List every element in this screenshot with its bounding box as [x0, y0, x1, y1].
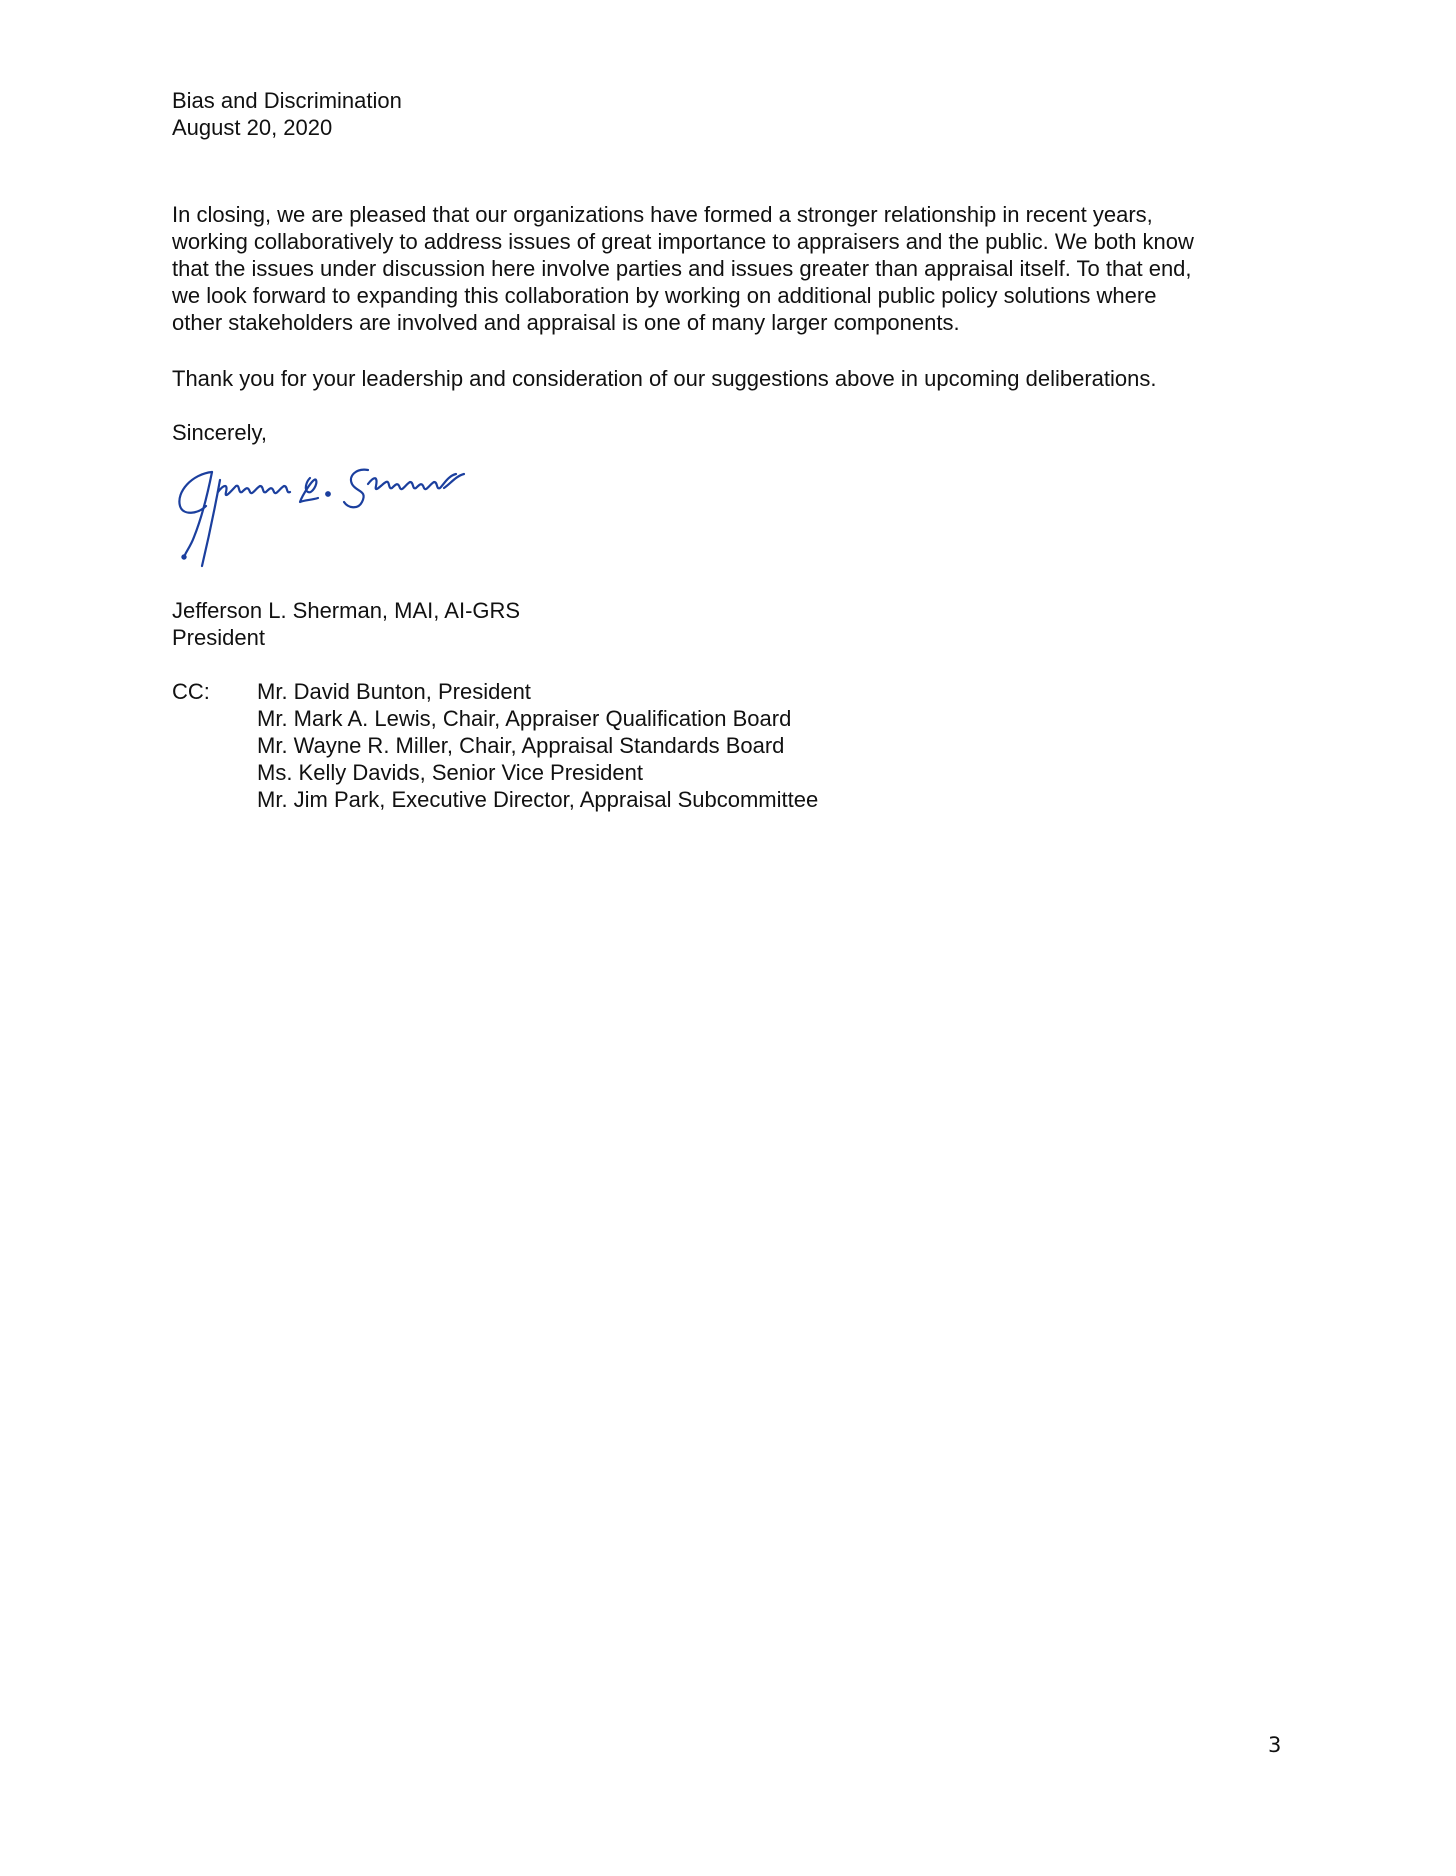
thanks-paragraph: Thank you for your leadership and consideration of our suggestions above in upcoming deliberations. [172, 366, 1157, 391]
signer-title: President [172, 625, 265, 650]
cc-recipient: Mr. Wayne R. Miller, Chair, Appraisal Standards Board [257, 733, 785, 758]
page-number: 3 [1268, 1733, 1282, 1757]
letter-date: August 20, 2020 [172, 115, 333, 140]
closing-paragraph-line: In closing, we are pleased that our organizations have formed a stronger relationship in recent years, [172, 202, 1153, 227]
closing-paragraph-line: that the issues under discussion here involve parties and issues greater than appraisal itself. To that end, [172, 256, 1192, 281]
complimentary-close: Sincerely, [172, 420, 267, 445]
cc-recipient: Mr. Mark A. Lewis, Chair, Appraiser Qualification Board [257, 706, 792, 731]
letter-subject: Bias and Discrimination [172, 88, 402, 113]
cc-recipient: Ms. Kelly Davids, Senior Vice President [257, 760, 643, 785]
handwritten-signature [172, 462, 482, 570]
cc-label: CC: [172, 679, 210, 704]
closing-paragraph [172, 201, 1292, 336]
cc-recipient: Mr. David Bunton, President [257, 679, 531, 704]
closing-paragraph-line: we look forward to expanding this collaboration by working on additional public policy solutions where [172, 283, 1157, 308]
closing-paragraph-line: other stakeholders are involved and appraisal is one of many larger components. [172, 310, 960, 335]
cc-recipient: Mr. Jim Park, Executive Director, Appraisal Subcommittee [257, 787, 819, 812]
cc-recipient-list [257, 678, 818, 813]
signer-name: Jefferson L. Sherman, MAI, AI-GRS [172, 598, 521, 623]
closing-paragraph-line: working collaboratively to address issues of great importance to appraisers and the public. We both know [172, 229, 1194, 254]
